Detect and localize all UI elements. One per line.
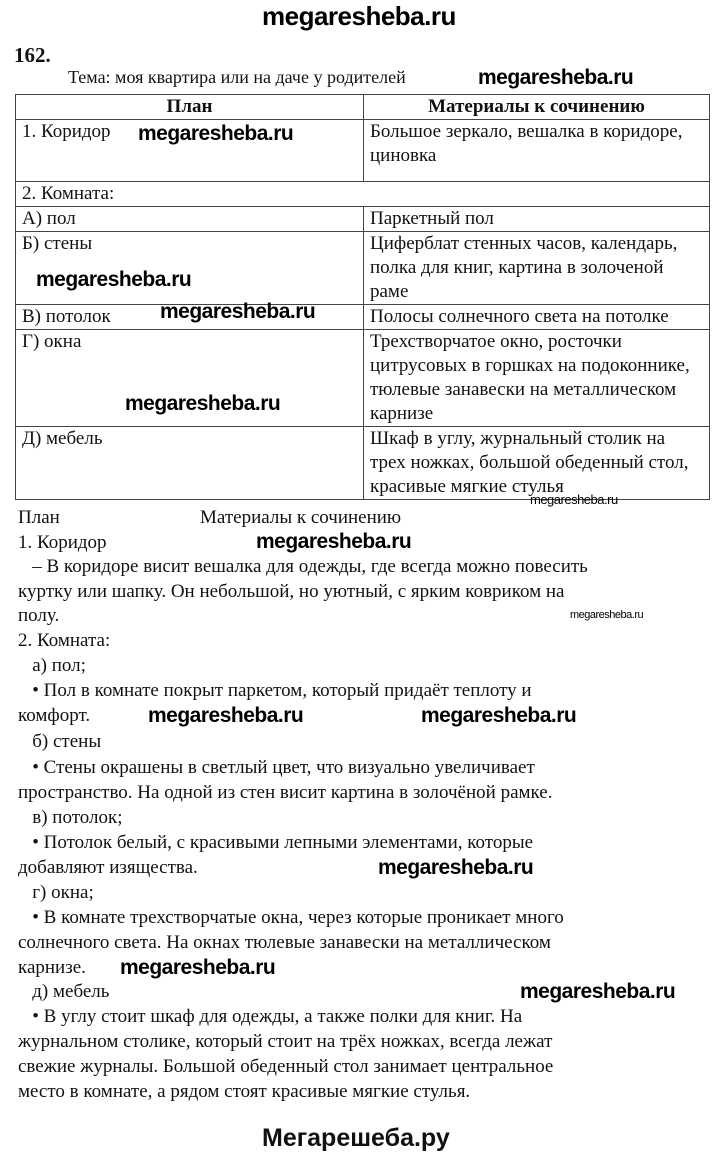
text-line: комфорт. [18,705,91,726]
watermark: megaresheba.ru [256,530,412,553]
text-line: 1. Коридор [18,532,107,553]
text-line: солнечного света. На окнах тюлевые занавески на металлическом [18,932,551,953]
text-line: – В коридоре висит вешалка для одежды, где всегда можно повесить [18,556,588,577]
cell: Полосы солнечного света на потолке [364,305,710,330]
cell: Паркетный пол [364,207,710,232]
text-line: куртку или шапку. Он небольшой, но уютный, с ярким ковриком на [18,581,565,602]
text-line: свежие журналы. Большой обеденный стол занимает центральное [18,1056,554,1077]
watermark: megaresheba.ru [378,856,534,879]
text-line: • В комнате трехстворчатые окна, через которые проникает много [18,907,564,928]
text-line: а) пол; [18,655,86,676]
materials-label: Материалы к сочинению [200,507,402,528]
plan-table [15,94,710,500]
cell: Циферблат стенных часов, календарь, полка для книг, картина в золоченой раме [364,232,710,305]
cell: А) пол [16,207,364,232]
watermark: megaresheba.ru [138,122,294,145]
text-line: 2. Комната: [18,630,111,651]
text-line: • В углу стоит шкаф для одежды, а также полки для книг. На [18,1006,523,1027]
site-header: megaresheba.ru [262,1,456,31]
text-line: в) потолок; [18,807,123,828]
cell: Д) мебель [16,427,364,500]
watermark: megaresheba.ru [530,492,618,507]
cell: Г) окна [16,330,364,427]
text-line: • Стены окрашены в светлый цвет, что визуально увеличивает [18,757,535,778]
text-line: место в комнате, а рядом стоят красивые мягкие стулья. [18,1081,471,1102]
watermark: megaresheba.ru [478,66,634,89]
cell: Большое зеркало, вешалка в коридоре, циновка [364,120,710,182]
plan-label: План [18,507,60,528]
cell: 1. Коридор [16,120,364,182]
watermark: megaresheba.ru [36,268,192,291]
watermark: megaresheba.ru [421,704,577,727]
col-header: Материалы к сочинению [364,95,710,120]
topic: Тема: моя квартира или на даче у родителей [68,67,406,87]
watermark: megaresheba.ru [125,392,281,415]
watermark: megaresheba.ru [160,300,316,323]
cell: 2. Комната: [16,182,710,207]
cell: Трехстворчатое окно, росточки цитрусовых в горшках на подоконнике, тюлевые занавески на металлическом карнизе [364,330,710,427]
text-line: журнальном столике, который стоит на трёх ножках, всегда лежат [18,1031,553,1052]
text-line: б) стены [18,731,102,752]
text-line: пространство. На одной из стен висит картина в золочёной рамке. [18,782,553,803]
text-line: г) окна; [18,882,94,903]
col-header: План [16,95,364,120]
text-line: добавляют изящества. [18,857,198,878]
text-line: • Пол в комнате покрыт паркетом, который придаёт теплоту и [18,680,532,701]
text-line: • Потолок белый, с красивыми лепными элементами, которые [18,832,534,853]
watermark: megaresheba.ru [148,704,304,727]
cell: Шкаф в углу, журнальный столик на трех ножках, большой обеденный стол, красивые мягкие стулья [364,427,710,500]
cell: Б) стены [16,232,364,305]
watermark: megaresheba.ru [570,609,644,621]
task-number: 162. [14,43,51,67]
cell: В) потолок [16,305,364,330]
text-line: карнизе. [18,957,86,978]
text-line: полу. [18,605,60,626]
text-line: д) мебель [18,981,110,1002]
watermark: megaresheba.ru [520,980,676,1003]
footer: Мегарешеба.ру [262,1124,450,1152]
watermark: megaresheba.ru [120,956,276,979]
